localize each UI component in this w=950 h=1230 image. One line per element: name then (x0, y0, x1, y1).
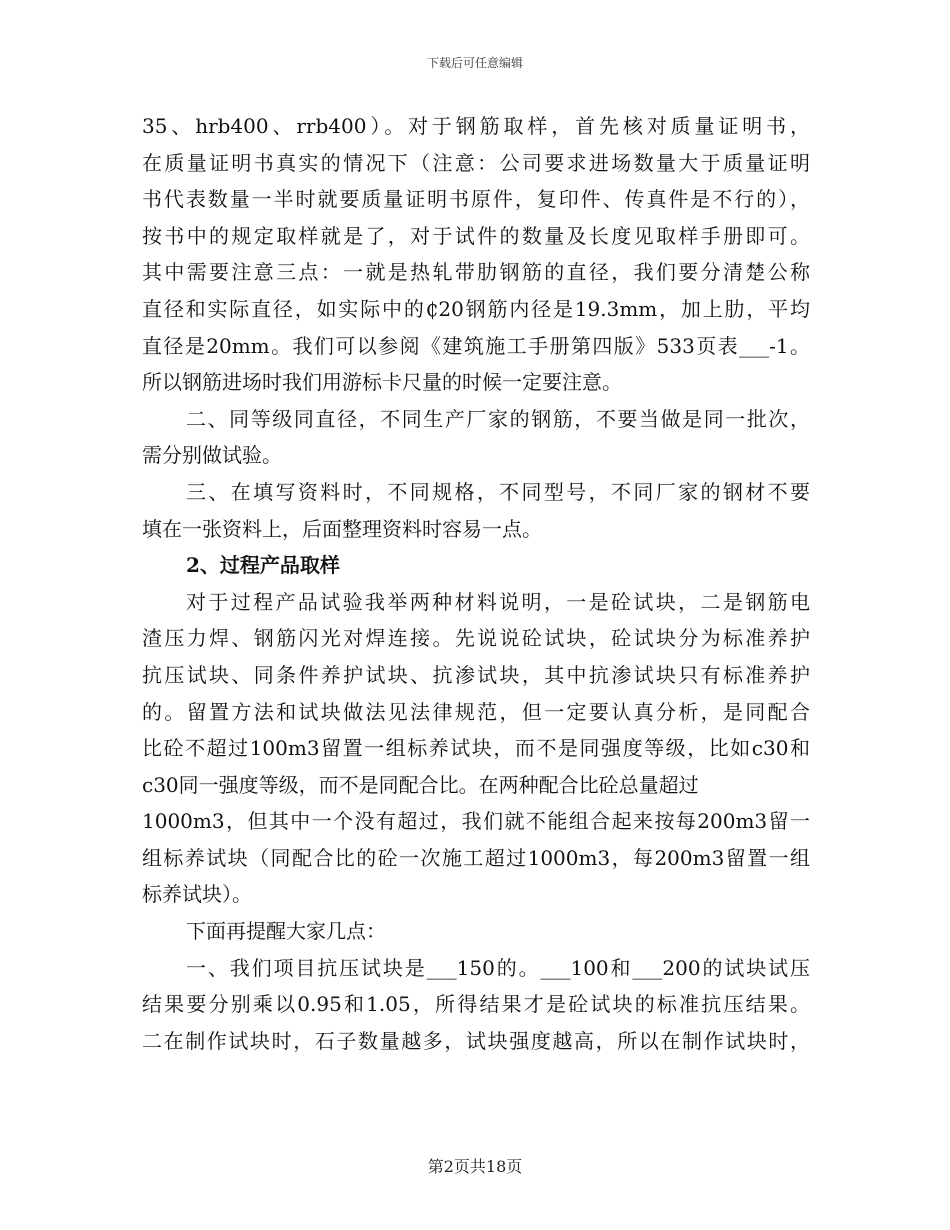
text-line: 1000m3，但其中一个没有超过，我们就不能组合起来按每200m3留一 (142, 809, 810, 834)
text-line: c30同一强度等级，而不是同配合比。在两种配合比砼总量超过 (142, 772, 699, 797)
text-line: 标养试块）。 (142, 882, 252, 907)
text-line: 的。留置方法和试块做法见法律规范，但一定要认真分析，是同配合 (142, 699, 810, 724)
document-body (142, 108, 810, 1059)
text-line: 下面再提醒大家几点： (186, 919, 386, 944)
text-line: 需分别做试验。 (142, 443, 282, 468)
text-line: 二、同等级同直径，不同生产厂家的钢筋，不要当做是同一批次， (186, 406, 810, 431)
text-line: 一、我们项目抗压试块是___150的。___100和___200的试块试压 (186, 955, 810, 980)
text-line: 结果要分别乘以0.95和1.05，所得结果才是砼试块的标准抗压结果。 (142, 992, 810, 1017)
text-line: 直径和实际直径，如实际中的₵20钢筋内径是19.3mm，加上肋，平均 (142, 296, 810, 321)
text-line: 其中需要注意三点：一就是热轧带肋钢筋的直径，我们要分清楚公称 (142, 260, 810, 285)
section-heading: 2、过程产品取样 (186, 553, 340, 578)
page-header: 下载后可任意编辑 (426, 56, 523, 70)
text-line: 在质量证明书真实的情况下（注意：公司要求进场数量大于质量证明 (142, 150, 810, 175)
text-line: 抗压试块、同条件养护试块、抗渗试块，其中抗渗试块只有标准养护 (142, 662, 810, 687)
text-line: 填在一张资料上，后面整理资料时容易一点。 (142, 516, 542, 541)
text-line: 三、在填写资料时，不同规格，不同型号，不同厂家的钢材不要 (186, 479, 810, 504)
text-line: 比砼不超过100m3留置一组标养试块，而不是同强度等级，比如c30和 (142, 736, 810, 761)
text-line: 二在制作试块时，石子数量越多，试块强度越高，所以在制作试块时， (142, 1028, 810, 1053)
text-line: 组标养试块（同配合比的砼一次施工超过1000m3，每200m3留置一组 (142, 845, 810, 870)
page-footer: 第2页共18页 (427, 1157, 523, 1176)
text-line: 按书中的规定取样就是了，对于试件的数量及长度见取样手册即可。 (142, 223, 810, 248)
text-line: 直径是20mm。我们可以参阅《建筑施工手册第四版》533页表___-1。 (142, 333, 810, 358)
text-line: 书代表数量一半时就要质量证明书原件，复印件、传真件是不行的）， (142, 187, 810, 212)
text-line: 对于过程产品试验我举两种材料说明，一是砼试块，二是钢筋电 (186, 589, 810, 614)
text-line: 渣压力焊、钢筋闪光对焊连接。先说说砼试块，砼试块分为标准养护 (142, 626, 810, 651)
text-line: 所以钢筋进场时我们用游标卡尺量的时候一定要注意。 (142, 370, 622, 395)
text-line: 35、hrb400、rrb400）。对于钢筋取样，首先核对质量证明书， (142, 114, 810, 138)
